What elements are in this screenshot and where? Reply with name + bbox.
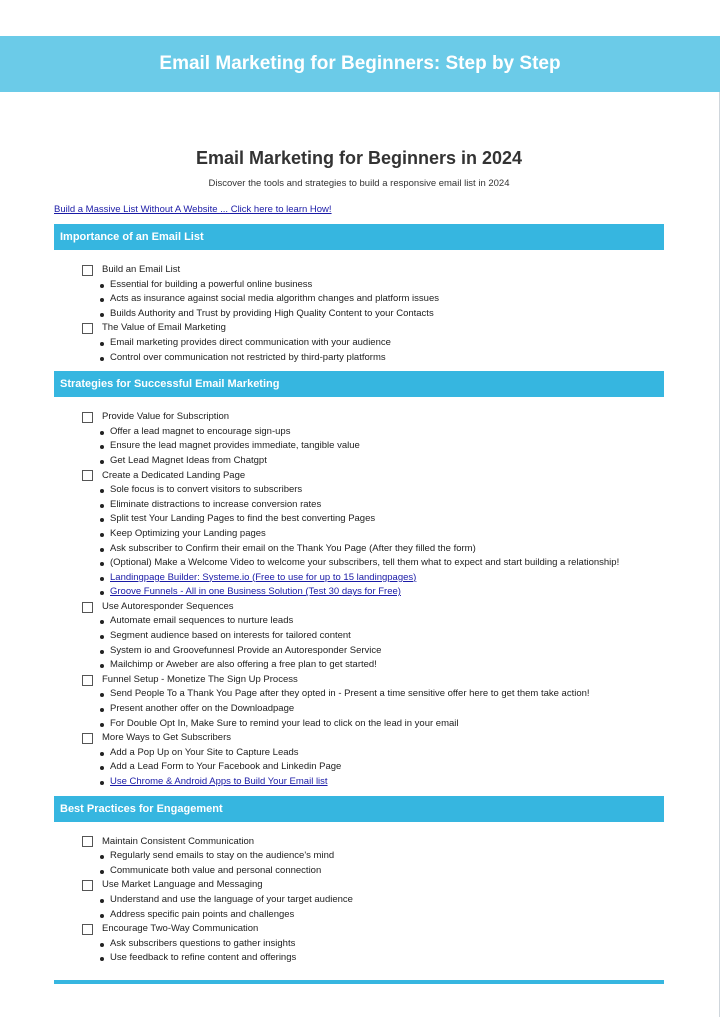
bullet-text: Essential for building a powerful online business bbox=[110, 278, 313, 290]
checklist-item-label: Create a Dedicated Landing Page bbox=[102, 469, 246, 481]
bullet-item bbox=[100, 937, 664, 952]
bullet-item bbox=[100, 278, 664, 293]
checklist-group bbox=[82, 731, 664, 789]
bullet-text: Ask subscribers questions to gather insights bbox=[110, 937, 296, 949]
bullet-item bbox=[100, 658, 664, 673]
checklist-group bbox=[82, 673, 664, 731]
checklist-item-label: Encourage Two-Way Communication bbox=[102, 923, 259, 935]
checklist-item-label: Funnel Setup - Monetize The Sign Up Process bbox=[102, 673, 298, 685]
bullet-text: Get Lead Magnet Ideas from Chatgpt bbox=[110, 454, 267, 466]
bullet-item bbox=[100, 439, 664, 454]
bullet-item bbox=[100, 425, 664, 440]
bullet-text: Ensure the lead magnet provides immediate, tangible value bbox=[110, 440, 360, 452]
bullet-item bbox=[100, 292, 664, 307]
checkbox[interactable] bbox=[82, 675, 93, 686]
bullet-text: Regularly send emails to stay on the audience's mind bbox=[110, 850, 335, 862]
section-header: Importance of an Email List bbox=[54, 224, 664, 250]
section-body bbox=[54, 397, 664, 795]
checklist-item bbox=[82, 263, 664, 278]
checklist-group bbox=[82, 410, 664, 468]
bullet-item bbox=[100, 351, 664, 366]
section-header: Strategies for Successful Email Marketing bbox=[54, 371, 664, 397]
bullet-list bbox=[82, 483, 664, 600]
checkbox[interactable] bbox=[82, 733, 93, 744]
checklist-item-label: The Value of Email Marketing bbox=[102, 322, 226, 334]
bullet-item bbox=[100, 951, 664, 966]
checklist-group bbox=[82, 600, 664, 673]
bullet-item bbox=[100, 498, 664, 513]
checklist-item-label: Build an Email List bbox=[102, 264, 181, 275]
bullet-item bbox=[100, 687, 664, 702]
bullet-text: Control over communication not restricted by third-party platforms bbox=[110, 351, 386, 363]
bullet-text: Address specific pain points and challenges bbox=[110, 908, 295, 920]
bullet-link[interactable]: Landingpage Builder: Systeme.io (Free to use for up to 15 landingpages) bbox=[110, 571, 417, 583]
bullet-list bbox=[82, 687, 664, 731]
section-body bbox=[54, 822, 664, 972]
checklist-item bbox=[82, 835, 664, 850]
checklist-item-label: Use Market Language and Messaging bbox=[102, 879, 263, 891]
checklist-item bbox=[82, 469, 664, 484]
checklist-group bbox=[82, 469, 664, 600]
bullet-text: Offer a lead magnet to encourage sign-ups bbox=[110, 425, 291, 437]
bullet-item bbox=[100, 527, 664, 542]
checklist-item-label: Use Autoresponder Sequences bbox=[102, 600, 234, 612]
bullet-text: Sole focus is to convert visitors to subscribers bbox=[110, 484, 303, 496]
bullet-item bbox=[100, 702, 664, 717]
checkbox[interactable] bbox=[82, 924, 93, 935]
checklist-group bbox=[82, 878, 664, 922]
checklist-group bbox=[82, 922, 664, 966]
bullet-text: Eliminate distractions to increase conversion rates bbox=[110, 498, 322, 510]
bullet-item bbox=[100, 849, 664, 864]
bullet-text: Ask subscriber to Confirm their email on the Thank You Page (After they filled the form) bbox=[110, 542, 476, 554]
checklist-group bbox=[82, 835, 664, 879]
section-header: Best Practices for Engagement bbox=[54, 796, 664, 822]
sections-container bbox=[54, 224, 664, 972]
bullet-text: Understand and use the language of your target audience bbox=[110, 893, 353, 905]
bullet-item bbox=[100, 644, 664, 659]
bullet-list bbox=[82, 336, 664, 365]
bullet-list bbox=[82, 893, 664, 922]
checkbox[interactable] bbox=[82, 323, 93, 334]
bullet-item bbox=[100, 746, 664, 761]
bullet-item bbox=[100, 908, 664, 923]
bullet-text: Automate email sequences to nurture leads bbox=[110, 615, 294, 627]
checklist-item-label: More Ways to Get Subscribers bbox=[102, 732, 231, 744]
bullet-text: Send People To a Thank You Page after they opted in - Present a time sensitive offer here to get them take action! bbox=[110, 688, 590, 700]
bullet-list bbox=[82, 614, 664, 672]
document-title: Email Marketing for Beginners in 2024 bbox=[195, 148, 523, 168]
bullet-text: Keep Optimizing your Landing pages bbox=[110, 527, 266, 539]
bullet-item bbox=[100, 760, 664, 775]
bullet-item bbox=[100, 556, 664, 571]
checklist-group bbox=[82, 321, 664, 365]
document-subtitle: Discover the tools and strategies to build a responsive email list in 2024 bbox=[208, 178, 510, 189]
bullet-link[interactable]: Groove Funnels - All in one Business Solution (Test 30 days for Free) bbox=[110, 586, 401, 598]
bullet-text: For Double Opt In, Make Sure to remind your lead to click on the lead in your email bbox=[110, 717, 459, 729]
checkbox[interactable] bbox=[82, 412, 93, 423]
bullet-item bbox=[100, 307, 664, 322]
checkbox[interactable] bbox=[82, 836, 93, 847]
bullet-text: Mailchimp or Aweber are also offering a free plan to get started! bbox=[110, 659, 377, 671]
bullet-link[interactable]: Use Chrome & Android Apps to Build Your Email list bbox=[110, 776, 328, 787]
document-content bbox=[54, 146, 664, 984]
bullet-item bbox=[100, 336, 664, 351]
bullet-text: Segment audience based on interests for tailored content bbox=[110, 630, 351, 642]
bullet-text: (Optional) Make a Welcome Video to welcome your subscribers, tell them what to expect and start building a relationship! bbox=[110, 557, 620, 569]
bullet-text: Use feedback to refine content and offerings bbox=[110, 952, 297, 964]
bullet-list bbox=[82, 849, 664, 878]
bullet-text: Builds Authority and Trust by providing High Quality Content to your Contacts bbox=[110, 307, 434, 319]
checklist-item bbox=[82, 922, 664, 937]
bullet-item bbox=[100, 483, 664, 498]
checklist-item bbox=[82, 673, 664, 688]
bullet-text: Present another offer on the Downloadpage bbox=[110, 703, 295, 715]
bullet-item bbox=[100, 893, 664, 908]
checklist-item-label: Provide Value for Subscription bbox=[102, 411, 230, 423]
checkbox[interactable] bbox=[82, 470, 93, 481]
checklist-group bbox=[82, 263, 664, 321]
bullet-list bbox=[82, 278, 664, 322]
checklist-item bbox=[82, 410, 664, 425]
bullet-text: Communicate both value and personal connection bbox=[110, 864, 322, 876]
banner-title: Email Marketing for Beginners: Step by Step bbox=[0, 36, 720, 92]
promo-link[interactable]: Build a Massive List Without A Website ... Click here to learn How! bbox=[54, 204, 332, 215]
bullet-item bbox=[100, 585, 664, 600]
checklist-item bbox=[82, 600, 664, 615]
bullet-item bbox=[100, 864, 664, 879]
checklist-item bbox=[82, 321, 664, 336]
bullet-text: Acts as insurance against social media algorithm changes and platform issues bbox=[110, 293, 439, 305]
checkbox[interactable] bbox=[82, 880, 93, 891]
bullet-text: Email marketing provides direct communication with your audience bbox=[110, 336, 391, 348]
checklist-item-label: Maintain Consistent Communication bbox=[102, 835, 255, 847]
bullet-item bbox=[100, 542, 664, 557]
bottom-divider bbox=[54, 980, 664, 984]
bullet-item bbox=[100, 571, 664, 586]
bullet-item bbox=[100, 629, 664, 644]
bullet-item bbox=[100, 512, 664, 527]
bullet-list bbox=[82, 425, 664, 469]
bullet-text: Add a Pop Up on Your Site to Capture Leads bbox=[110, 746, 299, 758]
checkbox[interactable] bbox=[82, 602, 93, 613]
bullet-item bbox=[100, 717, 664, 732]
bullet-text: System io and Groovefunnesl Provide an Autoresponder Service bbox=[110, 644, 382, 656]
bullet-item bbox=[100, 775, 664, 790]
checkbox[interactable] bbox=[82, 265, 93, 276]
section-body bbox=[54, 250, 664, 371]
checklist-item bbox=[82, 878, 664, 893]
bullet-list bbox=[82, 746, 664, 790]
bullet-list bbox=[82, 937, 664, 966]
bullet-text: Split test Your Landing Pages to find the best converting Pages bbox=[110, 513, 376, 525]
bullet-item bbox=[100, 614, 664, 629]
bullet-item bbox=[100, 454, 664, 469]
checklist-item bbox=[82, 731, 664, 746]
bullet-text: Add a Lead Form to Your Facebook and Linkedin Page bbox=[110, 761, 342, 773]
